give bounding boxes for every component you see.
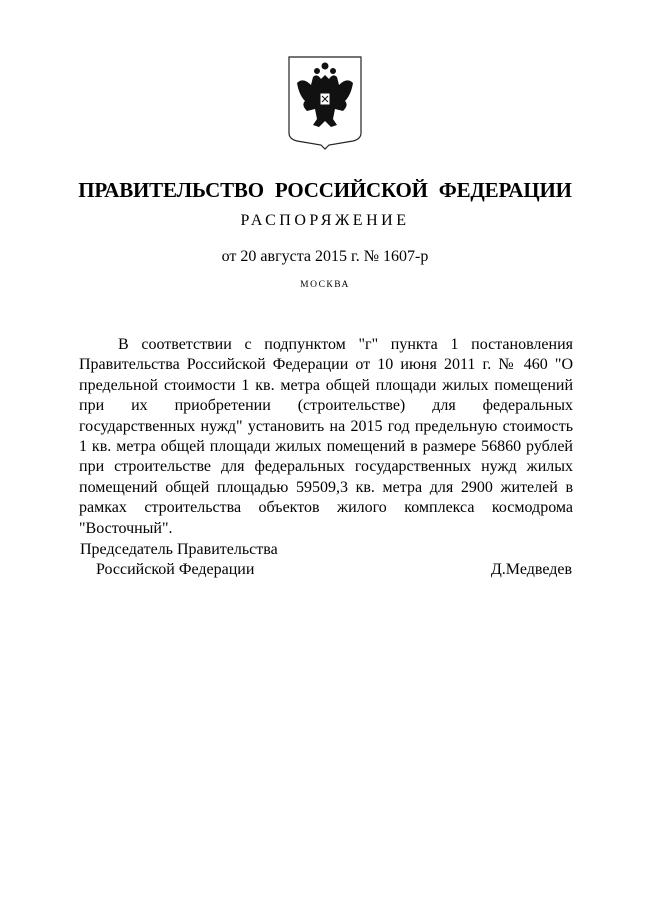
page-title: ПРАВИТЕЛЬСТВО РОССИЙСКОЙ ФЕДЕРАЦИИ <box>78 178 572 202</box>
signatory-name: Д.Медведев <box>490 561 572 578</box>
document-city: МОСКВА <box>300 280 350 290</box>
body-paragraph: В соответствии с подпунктом "г" пункта 1 постановления Правительства Российской Федерации от 10 июня 2011 г. № 460 "О предельной стоимости 1 кв. метра общей площади жилых помещений при их приобретении (строительстве) для федеральных государственных нужд" установить на 2015 год предельную стоимость 1 кв. метра общей площади жилых помещений в размере 56860 рублей при строительстве для федеральных государственных нужд жилых помещений общей площадью 59509,3 кв. метра для 2900 жителей в рамках строительства объектов жилого комплекса космодрома "Восточный". <box>79 336 573 537</box>
position-line-2: Российской Федерации <box>96 561 255 578</box>
document-type: РАСПОРЯЖЕНИЕ <box>240 212 410 229</box>
russian-coat-of-arms-icon <box>287 55 363 150</box>
document-date-number: от 20 августа 2015 г. № 1607-р <box>221 248 429 265</box>
position-line-1: Председатель Правительства <box>80 541 278 558</box>
signatory-position <box>80 540 278 580</box>
